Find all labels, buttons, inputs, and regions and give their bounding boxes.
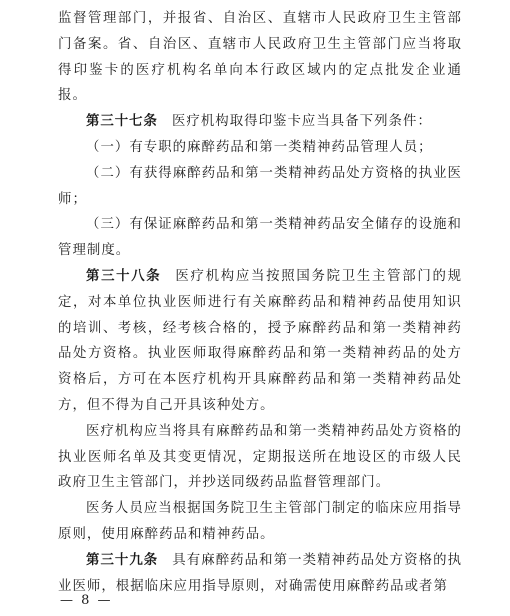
article-number: 第三十七条 xyxy=(86,114,158,130)
article-number: 第三十九条 xyxy=(86,552,159,568)
body-text xyxy=(58,6,462,599)
paragraph-text: （一）有专职的麻醉药品和第一类精神药品管理人员； xyxy=(86,139,433,155)
condition-item-3 xyxy=(58,212,462,264)
condition-item-2 xyxy=(58,161,462,213)
paragraph-text: （二）有获得麻醉药品和第一类精神药品处方资格的执业医师； xyxy=(58,165,462,207)
condition-item-1 xyxy=(58,135,462,161)
paragraph-text: 医疗机构应当按照国务院卫生主管部门的规定，对本单位执业医师进行有关麻醉药品和精神药品使用知识的培训、考核，经考核合格的，授予麻醉药品和第一类精神药品处方资格。执业医师取得麻醉药品和第一类精神药品的处方资格后，方可在本医疗机构开具麻醉药品和第一类精神药品处方，但不得为自己开具该种处方。 xyxy=(58,268,463,413)
paragraph-text: 医务人员应当根据国务院卫生主管部门制定的临床应用指导原则，使用麻醉药品和精神药品。 xyxy=(58,501,462,542)
page-number: — 8 — xyxy=(60,593,113,608)
paragraph-physician-list xyxy=(58,419,462,496)
paragraph-text: 医疗机构取得印鉴卡应当具备下列条件： xyxy=(171,114,432,130)
paragraph-continuation xyxy=(58,6,462,109)
paragraph-text: 具有麻醉药品和第一类精神药品处方资格的执业医师，根据临床应用指导原则，对确需使用麻醉药品或者第 xyxy=(58,552,463,594)
article-37 xyxy=(58,109,462,135)
paragraph-text: （三）有保证麻醉药品和第一类精神药品安全储存的设施和管理制度。 xyxy=(58,217,462,259)
paragraph-clinical-guidance xyxy=(58,496,462,548)
paragraph-text: 监督管理部门，并报省、自治区、直辖市人民政府卫生主管部门备案。省、自治区、直辖市人民政府卫生主管部门应当将取得印鉴卡的医疗机构名单向本行政区域内的定点批发企业通报。 xyxy=(58,11,462,104)
paragraph-text: 医疗机构应当将具有麻醉药品和第一类精神药品处方资格的执业医师名单及其变更情况，定期报送所在地设区的市级人民政府卫生主管部门，并抄送同级药品监督管理部门。 xyxy=(58,423,462,491)
article-number: 第三十八条 xyxy=(86,268,162,284)
article-39 xyxy=(58,548,462,600)
article-38 xyxy=(58,264,462,419)
